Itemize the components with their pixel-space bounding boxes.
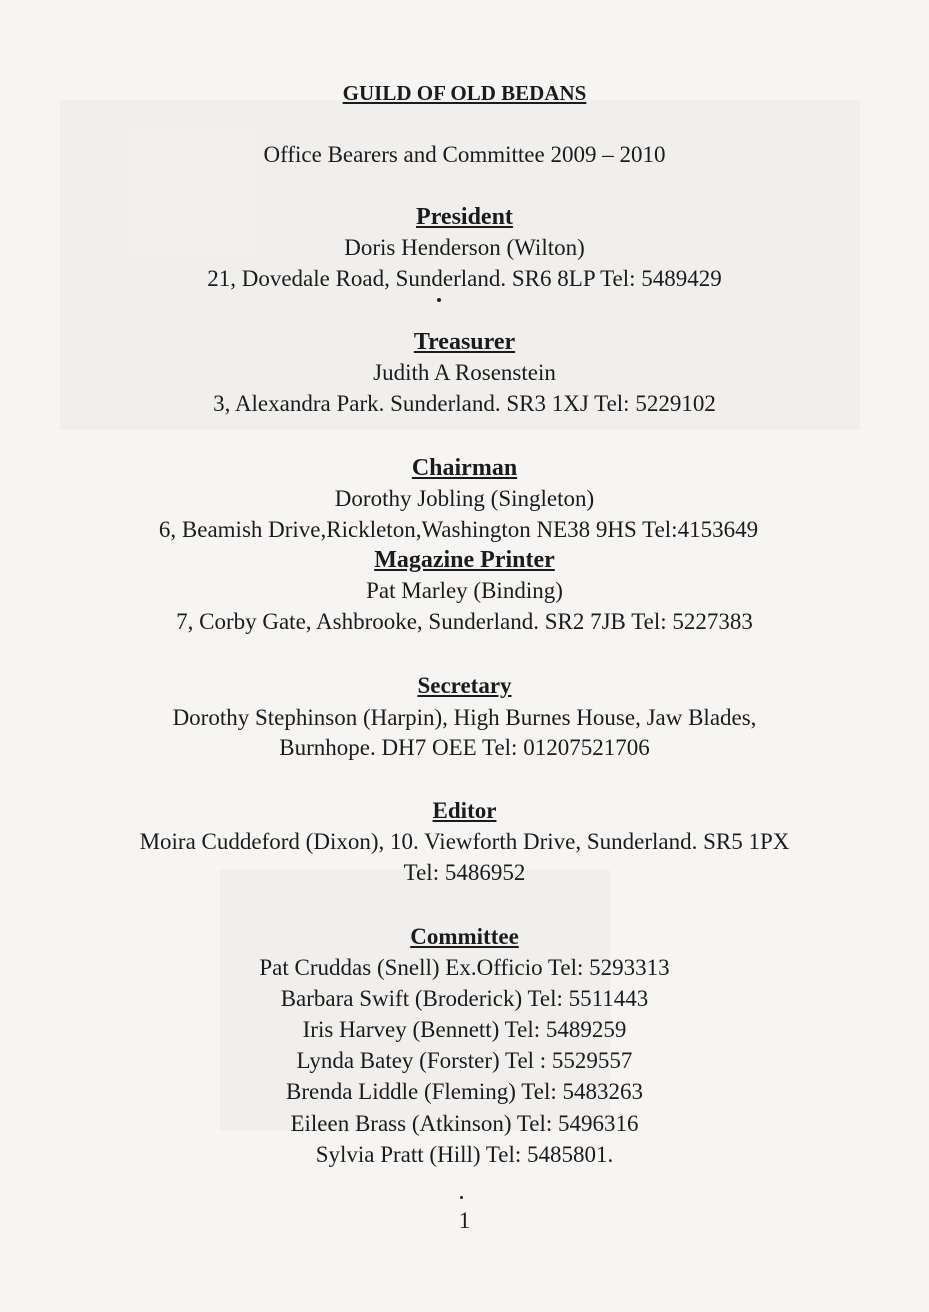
magazine-printer-heading: Magazine Printer: [374, 547, 555, 573]
page-number: 1: [458, 1208, 471, 1233]
chairman-name: Dorothy Jobling (Singleton): [334, 486, 595, 511]
president-heading: President: [416, 204, 513, 230]
committee-member: Barbara Swift (Broderick) Tel: 5511443: [280, 986, 649, 1011]
treasurer-name: Judith A Rosenstein: [373, 360, 556, 385]
editor-line-1: Moira Cuddeford (Dixon), 10. Viewforth Drive, Sunderland. SR5 1PX: [139, 829, 790, 854]
editor-heading: Editor: [432, 798, 497, 823]
committee-member: Sylvia Pratt (Hill) Tel: 5485801.: [315, 1142, 614, 1167]
president-address: 21, Dovedale Road, Sunderland. SR6 8LP Tel: 5489429: [207, 266, 722, 291]
secretary-heading: Secretary: [417, 673, 512, 698]
committee-member: Lynda Batey (Forster) Tel : 5529557: [296, 1048, 633, 1073]
committee-member: Pat Cruddas (Snell) Ex.Officio Tel: 5293313: [259, 955, 670, 980]
president-name: Doris Henderson (Wilton): [344, 235, 585, 260]
committee-member: Eileen Brass (Atkinson) Tel: 5496316: [290, 1111, 639, 1136]
treasurer-address: 3, Alexandra Park. Sunderland. SR3 1XJ Tel: 5229102: [213, 391, 716, 416]
committee-member: Iris Harvey (Bennett) Tel: 5489259: [302, 1017, 627, 1042]
magazine-printer-name: Pat Marley (Binding): [366, 578, 563, 603]
secretary-line-1: Dorothy Stephinson (Harpin), High Burnes House, Jaw Blades,: [172, 705, 757, 730]
document-title: GUILD OF OLD BEDANS: [342, 81, 587, 105]
stray-dot: [460, 1196, 463, 1199]
treasurer-heading: Treasurer: [413, 329, 516, 355]
committee-member: Brenda Liddle (Fleming) Tel: 5483263: [286, 1079, 643, 1104]
document-subtitle: Office Bearers and Committee 2009 – 2010: [263, 142, 666, 167]
committee-heading: Committee: [410, 924, 519, 949]
editor-line-2: Tel: 5486952: [403, 860, 526, 885]
stray-dot: [437, 298, 441, 302]
chairman-address: 6, Beamish Drive,Rickleton,Washington NE38 9HS Tel:4153649: [158, 517, 759, 542]
chairman-heading: Chairman: [411, 455, 518, 481]
magazine-printer-address: 7, Corby Gate, Ashbrooke, Sunderland. SR2 7JB Tel: 5227383: [176, 609, 753, 634]
secretary-line-2: Burnhope. DH7 OEE Tel: 01207521706: [279, 735, 650, 760]
